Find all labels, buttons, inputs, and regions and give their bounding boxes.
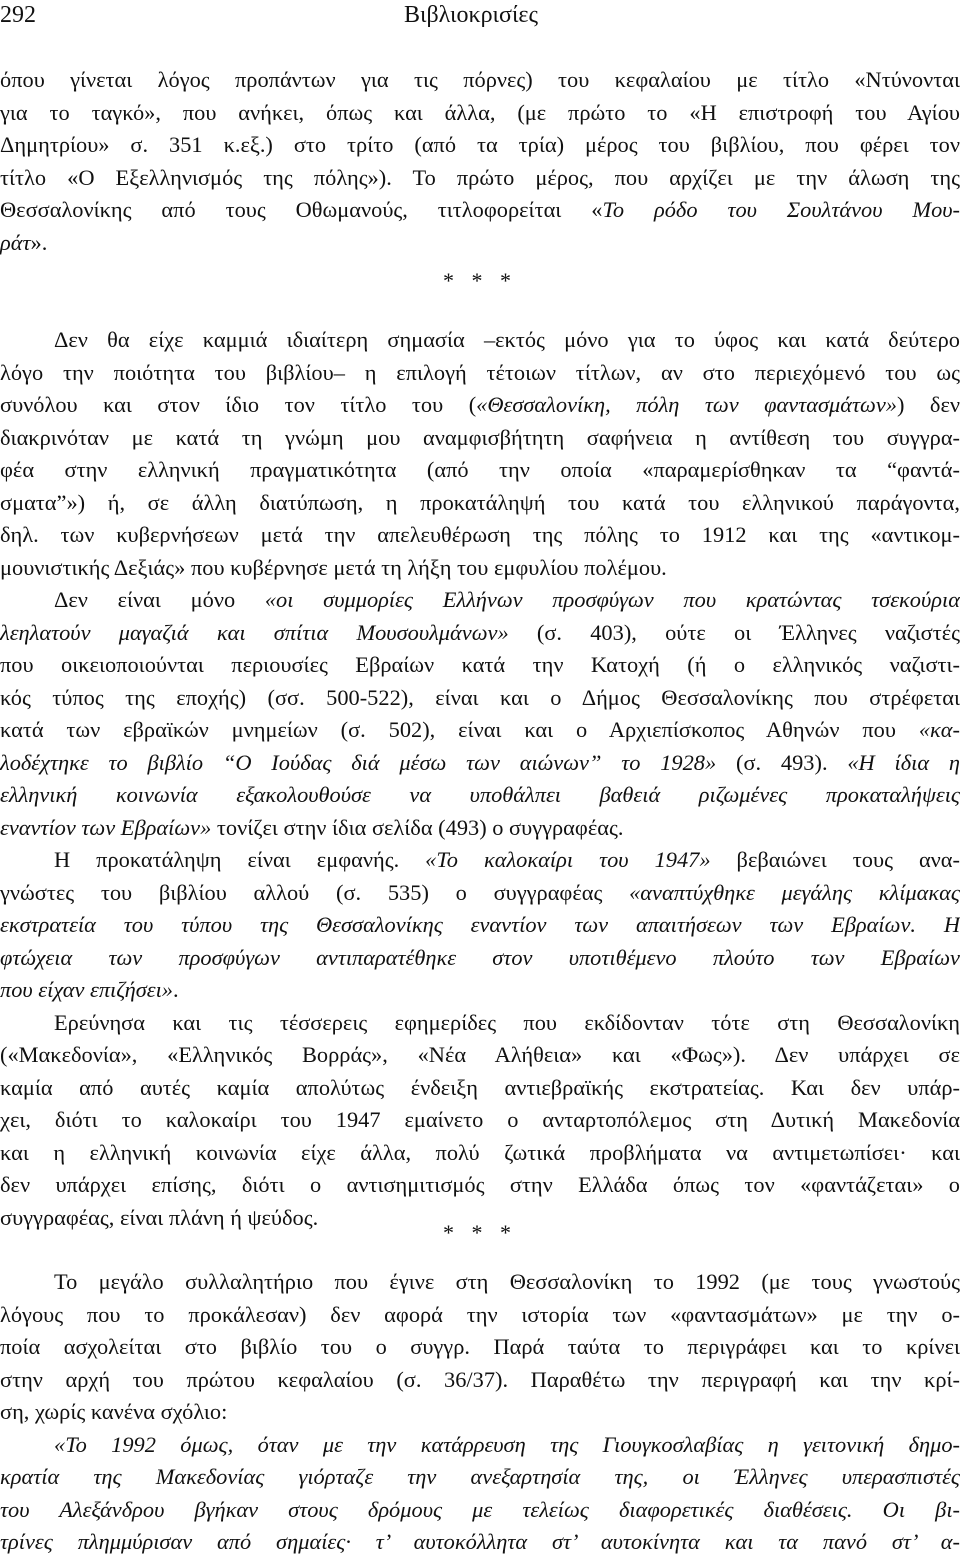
text-run: Δημητρίου» σ. 351 κ.εξ.) στο τρίτο (από τα τρία) μέρος του βιβλίου, που φέρει τον: [0, 132, 960, 157]
running-header: [0, 2, 960, 34]
text-run: συνόλου και στον ίδιο τον τίτλο του (: [0, 392, 477, 417]
text-run: Θεσσαλονίκης από τους Οθωμανούς, τιτλοφορείται «: [0, 197, 603, 222]
text-run: («Μακεδονία», «Ελληνικός Βορράς», «Νέα Αλήθεια» και «Φως»). Δεν υπάρχει σε: [0, 1042, 960, 1067]
italic-text: «κα-: [918, 717, 960, 742]
text-run: χει, διότι το καλοκαίρι του 1947 εμαίνετο ο ανταρτοπόλεμος στη Δυτική Μακεδονία: [0, 1107, 960, 1132]
text-line: [0, 1039, 960, 1072]
text-run: γνώστες του βιβλίου αλλού (σ. 535) ο συγγραφέας: [0, 879, 630, 905]
section-separator-2: * * *: [443, 1220, 517, 1245]
text-line: [0, 129, 960, 162]
italic-text: «Η ίδια η: [847, 749, 960, 775]
text-run: συγγραφέας, είναι πλάνη ή ψεύδος.: [0, 1204, 319, 1230]
text-line: [0, 1331, 960, 1364]
italic-text: κρατία της Μακεδονίας γιόρταζε την ανεξαρτησία της, οι Έλληνες υπερασπιστές: [0, 1464, 960, 1489]
text-run: διακρινόταν με κατά τη γνώμη μου αναμφισβήτητη σαφήνεια η αντίθεση του συγγρα-: [0, 424, 960, 450]
italic-text: εναντίον των Εβραίων»: [0, 814, 212, 840]
text-line: [0, 1364, 960, 1397]
text-run: Η προκατάληψη είναι εμφανής.: [54, 847, 426, 872]
italic-text: «Θεσσαλονίκη, πόλη των φαντασμάτων»: [476, 392, 897, 417]
text-run: στην αρχή του πρώτου κεφαλαίου (σ. 36/37). Παραθέτω την περιγραφή και την κρί-: [0, 1366, 960, 1392]
text-line: [0, 844, 960, 877]
text-line: [0, 909, 960, 942]
text-line: [0, 649, 960, 682]
text-line: [0, 1494, 960, 1527]
text-run: .: [173, 977, 179, 1002]
text-line: [0, 812, 960, 845]
text-line: [0, 487, 960, 520]
text-line: [0, 1072, 960, 1105]
intro-paragraph: [0, 64, 960, 259]
text-line: [0, 389, 960, 422]
section-separator-1: * * *: [443, 268, 517, 293]
page-number: 292: [0, 2, 36, 28]
text-line: [0, 682, 960, 715]
text-run: δεν υπάρχει επίσης, διότι ο αντισημιτισμός στην Ελλάδα όπως τον «φαντάζεται» ο: [0, 1172, 960, 1197]
italic-text: ράτ: [0, 229, 31, 255]
italic-text: λεηλατούν μαγαζιά και σπίτια Μουσουλμάνων»: [0, 619, 509, 645]
text-line: [0, 422, 960, 455]
text-line: [0, 747, 960, 780]
text-line: [0, 714, 960, 747]
text-line: [0, 227, 960, 260]
text-line: [0, 1461, 960, 1494]
text-run: που οικειοποιούνται περιουσίες Εβραίων κατά την Κατοχή (ή ο ελληνικός ναζιστι-: [0, 652, 960, 677]
text-line: [0, 64, 960, 97]
italic-text: «Το 1992 όμως, όταν με την κατάρρευση της Γιουγκοσλαβίας η γειτονική δημο-: [54, 1431, 960, 1457]
text-line: [0, 454, 960, 487]
text-run: τίτλο «Ο Εξελληνισμός της πόλης»). Το πρώτο μέρος, που αρχίζει με την άλωση της: [0, 164, 960, 190]
running-title: Βιβλιοκρισίες: [404, 2, 538, 28]
text-line: [0, 162, 960, 195]
text-run: τονίζει στην ίδια σελίδα (493) ο συγγραφέας.: [211, 814, 624, 840]
text-run: λόγο την ποιότητα του βιβλίου– η επιλογή τέτοιων τίτλων, αν στο περιεχόμενό του ως: [0, 359, 960, 385]
text-run: όπου γίνεται λόγος προπάντων για τις πόρνες) του κεφαλαίου με τίτλο «Ντύνονται: [0, 67, 960, 92]
text-run: Το μεγάλο συλλαλητήριο που έγινε στη Θεσσαλονίκη το 1992 (με τους γνωστούς: [54, 1269, 960, 1294]
text-run: (σ. 403), ούτε οι Έλληνες ναζιστές: [508, 619, 960, 645]
text-line: [0, 1137, 960, 1170]
text-line: [0, 779, 960, 812]
text-run: ποία ασχολείται στο βιβλίο του ο συγγρ. Παρά ταύτα το περιγράφει και το κρίνει: [0, 1334, 960, 1359]
text-run: για το ταγκό», που ανήκει, όπως και άλλα, (με πρώτο το «Η επιστροφή του Αγίου: [0, 99, 960, 125]
text-line: [0, 357, 960, 390]
text-run: δηλ. των κυβερνήσεων μετά την απελευθέρωση της πόλης το 1912 και της «αντικομ-: [0, 522, 960, 547]
italic-text: φτώχεια των προσφύγων αντιπαρατέθηκε στον υποτιθέμενο πλούτο των Εβραίων: [0, 944, 960, 970]
text-line: [0, 1007, 960, 1040]
text-run: Ερεύνησα και τις τέσσερεις εφημερίδες που εκδίδονταν τότε στη Θεσσαλονίκη: [54, 1009, 960, 1035]
italic-text: Το ρόδο του Σουλτάνου Μου-: [602, 197, 960, 222]
middle-section: [0, 324, 960, 1234]
text-line: [0, 974, 960, 1007]
text-line: [0, 519, 960, 552]
text-line: [0, 324, 960, 357]
text-line: [0, 194, 960, 227]
text-line: [0, 617, 960, 650]
text-line: [0, 1396, 960, 1429]
text-line: [0, 1526, 960, 1559]
text-run: λόγους που το προκάλεσαν) δεν αφορά την ιστορία των «φαντασμάτων» με την ο-: [0, 1301, 960, 1327]
text-line: [0, 1169, 960, 1202]
italic-text: «οι συμμορίες Ελλήνων προσφύγων που κρατώντας τσεκούρια: [264, 587, 960, 612]
text-line: [0, 1299, 960, 1332]
italic-text: τρίνες πλημμύρισαν από σημαίες· τ’ αυτοκόλλητα στ’ αυτοκίνητα και τα πανό στ’ α-: [0, 1529, 960, 1554]
text-line: [0, 942, 960, 975]
italic-text: «Το καλοκαίρι του 1947»: [425, 847, 711, 872]
italic-text: ελληνική κοινωνία εξακολουθούσε να υποθάλπει βαθειά ριζωμένες προκαταλήψεις: [0, 782, 960, 807]
text-run: Δεν θα είχε καμμιά ιδιαίτερη σημασία –εκτός μόνο για το ύφος και κατά δεύτερο: [54, 327, 960, 352]
text-run: βεβαιώνει τους ανα-: [710, 847, 960, 872]
text-run: Δεν είναι μόνο: [54, 587, 265, 612]
text-run: καμία από αυτές καμία απολύτως ένδειξη αντιεβραϊκής εκστρατείας. Και δεν υπάρ-: [0, 1074, 960, 1100]
text-run: κατά των εβραϊκών μνημείων (σ. 502), είναι και ο Αρχιεπίσκοπος Αθηνών που: [0, 717, 919, 742]
text-run: (σ. 493).: [716, 749, 848, 775]
text-run: κός τύπος της εποχής) (σσ. 500-522), είναι και ο Δήμος Θεσσαλονίκης που στρέφεται: [0, 684, 960, 710]
text-line: [0, 1429, 960, 1462]
text-line: [0, 97, 960, 130]
text-run: ».: [30, 229, 48, 255]
text-line: [0, 877, 960, 910]
text-run: ) δεν: [896, 392, 960, 417]
text-line: [0, 552, 960, 585]
text-run: μουνιστικής Δεξιάς» που κυβέρνησε μετά τη λήξη του εμφυλίου πολέμου.: [0, 554, 667, 580]
final-section: [0, 1266, 960, 1559]
text-run: ση, χωρίς κανένα σχόλιο:: [0, 1399, 228, 1424]
italic-text: λοδέχτηκε το βιβλίο “Ο Ιούδας διά μέσω των αιώνων” το 1928»: [0, 749, 717, 775]
text-run: φέα στην ελληνική πραγματικότητα (από την οποία «παραμερίσθηκαν τα “φαντά-: [0, 457, 960, 482]
text-line: [0, 1266, 960, 1299]
text-run: και η ελληνική κοινωνία είχε άλλα, πολύ ζωτικά προβλήματα να αντιμετωπίσει· και: [0, 1139, 960, 1165]
text-line: [0, 1104, 960, 1137]
italic-text: εκστρατεία του τύπου της Θεσσαλονίκης εναντίον των απαιτήσεων των Εβραίων. Η: [0, 912, 960, 937]
text-line: [0, 584, 960, 617]
text-run: σματα”») ή, σε άλλη διατύπωση, η προκατάληψή του κατά του ελληνικού παράγοντα,: [0, 489, 960, 515]
italic-text: του Αλεξάνδρου βγήκαν στους δρόμους με τελείως διαφορετικές διαθέσεις. Οι βι-: [0, 1496, 960, 1522]
italic-text: «αναπτύχθηκε μεγάλης κλίμακας: [629, 879, 960, 905]
italic-text: που είχαν επιζήσει»: [0, 977, 173, 1002]
